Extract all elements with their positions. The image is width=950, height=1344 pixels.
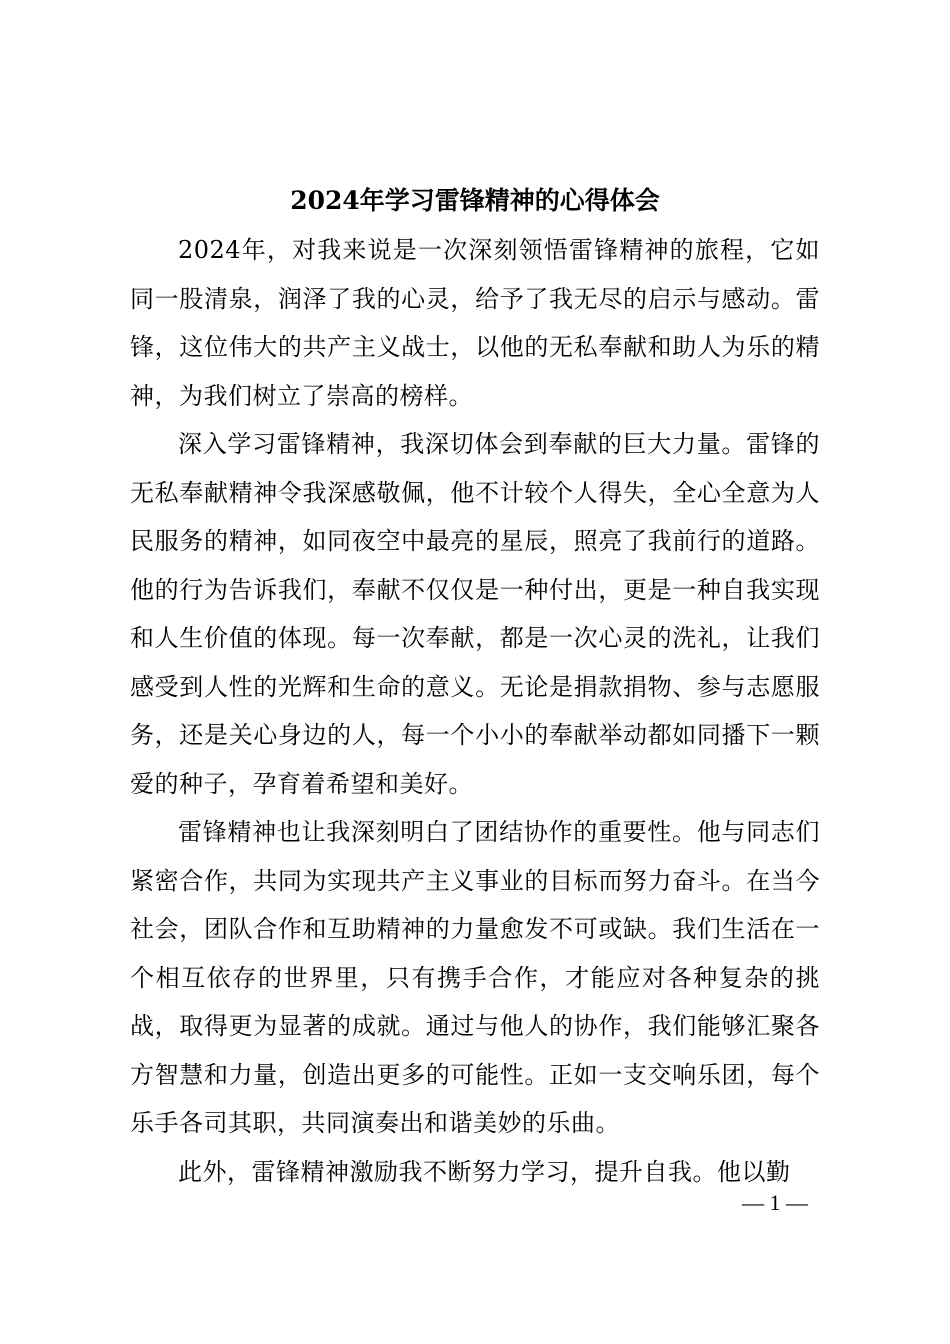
document-title: 2024年学习雷锋精神的心得体会: [290, 186, 660, 215]
paragraph-4: 此外，雷锋精神激励我不断努力学习，提升自我。他以勤: [178, 1157, 791, 1186]
paragraph-3: 雷锋精神也让我深刻明白了团结协作的重要性。他与同志们紧密合作，共同为实现共产主义事业的目标而努力奋斗。在当今社会，团队合作和互助精神的力量愈发不可或缺。我们生活在一个相互依存的世界里，只有携手合作，才能应对各种复杂的挑战，取得更为显著的成就。通过与他人的协作，我们能够汇聚各方智慧和力量，创造出更多的可能性。正如一支交响乐团，每个乐手各司其职，共同演奏出和谐美妙的乐曲。: [130, 818, 820, 1137]
page-number: — 1 —: [742, 1190, 808, 1215]
paragraph-1: 2024年，对我来说是一次深刻领悟雷锋精神的旅程，它如同一股清泉，润泽了我的心灵，给予了我无尽的启示与感动。雷锋，这位伟大的共产主义战士，以他的无私奉献和助人为乐的精神，为我们树立了崇高的榜样。: [130, 236, 820, 410]
paragraph-2: 深入学习雷锋精神，我深切体会到奉献的巨大力量。雷锋的无私奉献精神令我深感敬佩，他不计较个人得失，全心全意为人民服务的精神，如同夜空中最亮的星辰，照亮了我前行的道路。他的行为告诉我们，奉献不仅仅是一种付出，更是一种自我实现和人生价值的体现。每一次奉献，都是一次心灵的洗礼，让我们感受到人性的光辉和生命的意义。无论是捐款捐物、参与志愿服务，还是关心身边的人，每一个小小的奉献举动都如同播下一颗爱的种子，孕育着希望和美好。: [130, 430, 820, 798]
document-body: [130, 226, 820, 1196]
